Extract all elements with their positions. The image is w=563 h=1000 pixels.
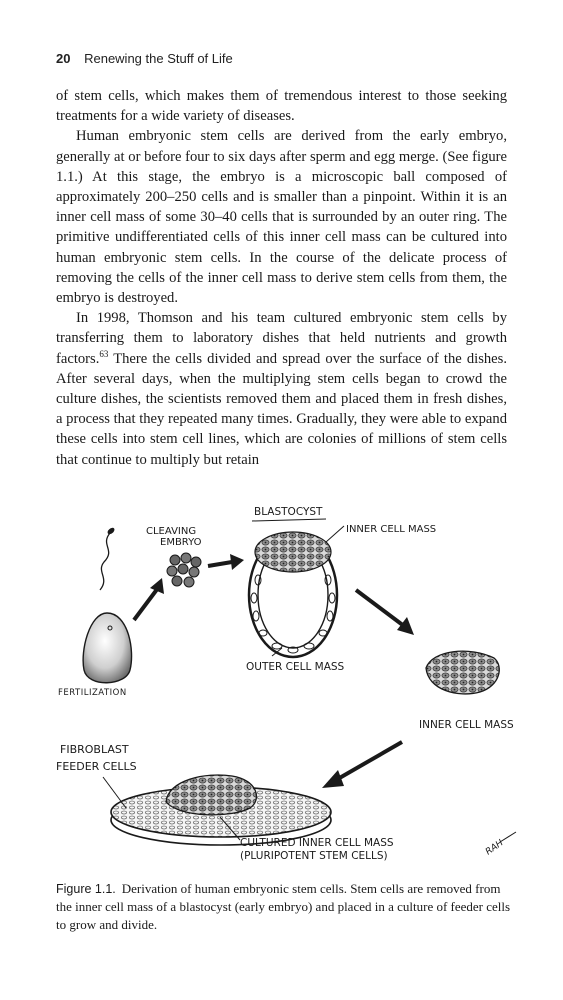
cleaving-embryo-drawing [167, 553, 201, 587]
label-inner-cell-mass-right: INNER CELL MASS [419, 719, 514, 731]
label-cleaving-line-2: EMBRYO [160, 537, 202, 548]
sperm-drawing [100, 527, 116, 590]
footnote-ref-63: 63 [99, 348, 109, 359]
leader-feeder-cells [103, 777, 126, 808]
arrow-to-isolated-inner-cell-mass [356, 590, 414, 635]
blastocyst-label-underline [252, 519, 326, 521]
running-head [56, 51, 233, 66]
artist-signature [484, 832, 516, 857]
culture-dish-drawing [111, 775, 331, 845]
running-title: Renewing the Stuff of Life [84, 51, 233, 66]
signature-text: RAH [483, 838, 506, 858]
label-outer-cell-mass: OUTER CELL MASS [246, 661, 345, 673]
arrow-to-cleaving-embryo [134, 578, 164, 620]
label-fibroblast-line-1: FIBROBLAST [60, 743, 129, 756]
leader-inner-cell-mass [326, 526, 344, 542]
caption-text: Derivation of human embryonic stem cells. Stem cells are removed from the inner cell mass of a blastocyst (early embryo) and placed in a culture of feeder cells to grow and divide. [56, 881, 511, 932]
label-fibroblast-line-2: FEEDER CELLS [56, 760, 137, 773]
paragraph-1: of stem cells, which makes them of tremendous interest to those seeking treatments for a wide variety of diseases. [56, 88, 507, 125]
label-cultured-line-2: (PLURIPOTENT STEM CELLS) [240, 850, 388, 862]
caption-label: Figure 1.1. [56, 882, 116, 896]
paragraph-3-part-a: In 1998, Thomson and his team cultured embryonic stem cells by transferring them to laboratory dishes that held nutrients and growth factors. [56, 310, 507, 367]
paragraph-3-part-b: There the cells divided and spread over the surface of the dishes. After several days, when the multiplying stem cells began to crowd the culture dishes, the scientists removed them and placed them in fresh dishes, a process that they repeated many times. Gradually, they were able to expand these cells into stem cell lines, which are colonies of millions of stem cells that continue to multiply but retain [56, 350, 507, 468]
stem-cell-derivation-illustration [0, 490, 563, 875]
figure-1-1 [0, 490, 563, 875]
paragraph-2: Human embryonic stem cells are derived from the early embryo, generally at or before four to six days after sperm and egg merge. (See figure 1.1.) At this stage, the embryo is a microscopic ball composed of approximately 200–250 cells and is smaller than a pinpoint. Within it is an inner cell mass of some 30–40 cells that is surrounded by an outer ring. The primitive undifferentiated cells of this inner cell mass can be cultured into human embryonic stem cells. In the course of the delicate process of removing the cells of the inner cell mass to derive stem cells from them, the embryo is destroyed. [56, 128, 507, 307]
body-text [56, 86, 507, 470]
label-inner-cell-mass-top: INNER CELL MASS [346, 524, 437, 535]
egg-drawing [83, 613, 131, 683]
label-cleaving-line-1: CLEAVING [146, 526, 197, 537]
arrow-to-blastocyst [208, 554, 244, 570]
label-cultured-line-1: CULTURED INNER CELL MASS [240, 837, 394, 849]
figure-caption [56, 880, 516, 934]
isolated-inner-cell-mass-drawing [426, 651, 499, 694]
page-number: 20 [56, 51, 71, 66]
label-blastocyst: BLASTOCYST [254, 506, 323, 518]
label-fertilization: FERTILIZATION [58, 688, 127, 698]
paragraph-3 [56, 308, 507, 470]
arrow-to-culture-dish [322, 742, 402, 788]
blastocyst-drawing [249, 532, 337, 657]
